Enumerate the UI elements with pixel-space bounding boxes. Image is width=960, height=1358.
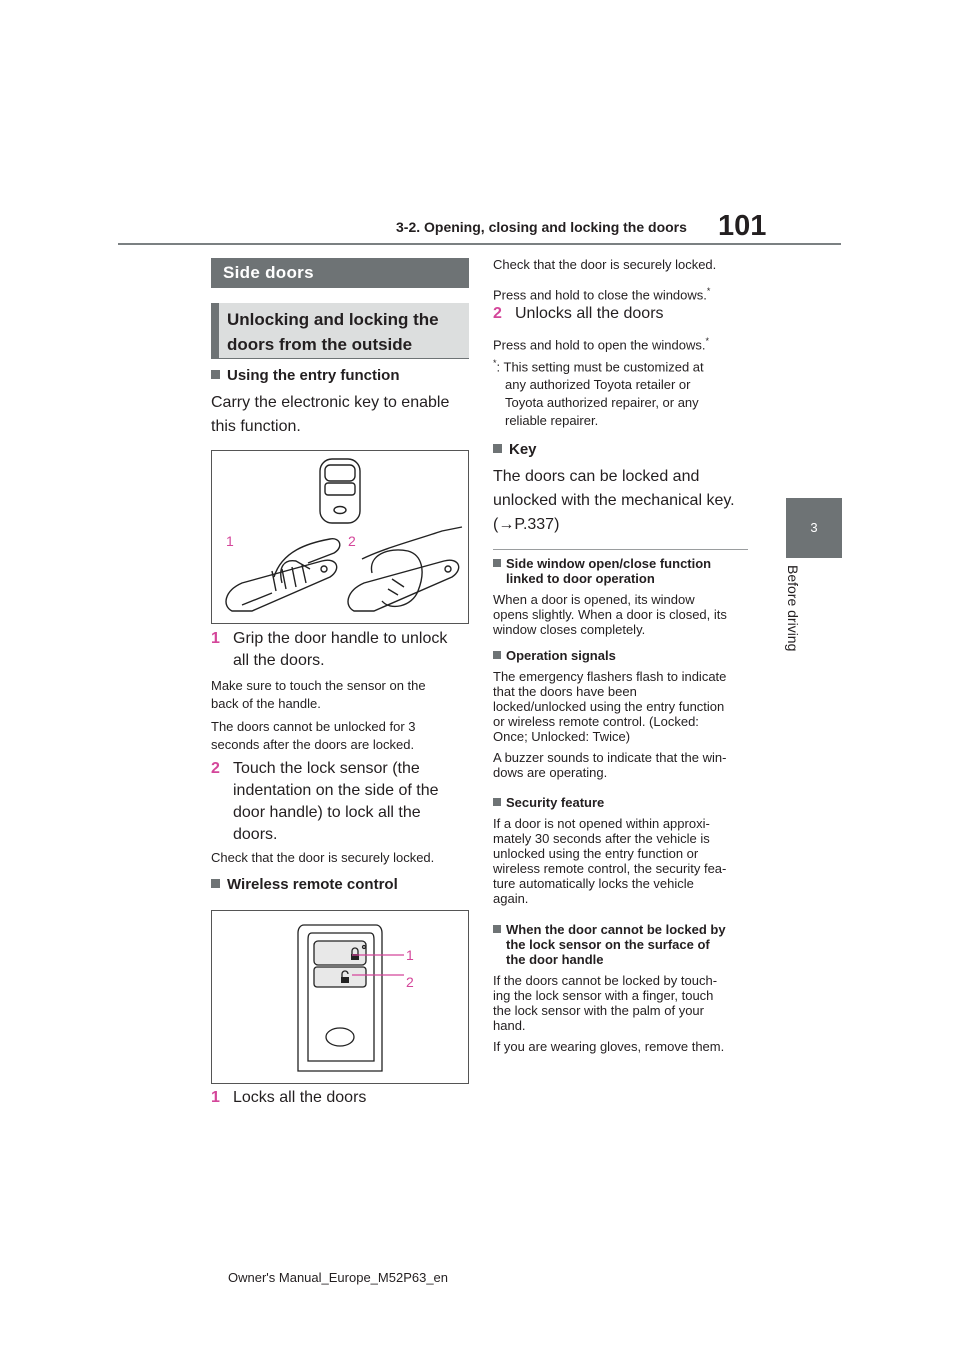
- square-bullet-icon: [493, 925, 501, 933]
- key-heading-text: Key: [509, 441, 537, 458]
- note-line: wireless remote control, the security fea-: [493, 861, 727, 876]
- hold-open: [493, 332, 709, 354]
- step-1-note-2: [211, 718, 416, 754]
- chapter-tab: 3: [786, 498, 842, 558]
- step-1-note-1-line1: Make sure to touch the sensor on the: [211, 678, 426, 693]
- running-header: 3-2. Opening, closing and locking the doors: [396, 219, 687, 235]
- step-2-number: 2: [211, 760, 220, 777]
- entry-intro-line2: this function.: [211, 418, 301, 435]
- callout-1: 1: [226, 533, 234, 549]
- square-bullet-icon: [493, 559, 501, 567]
- remote-heading-text: Wireless remote control: [227, 876, 398, 893]
- remote-illustration: [212, 911, 468, 1083]
- note-body: [493, 669, 753, 744]
- note-line: ing the lock sensor with a finger, touch: [493, 988, 714, 1003]
- note-body-2: [493, 750, 753, 780]
- step-2-line3: door handle) to lock all the: [233, 804, 421, 821]
- note-line: locked/unlocked using the entry function: [493, 699, 725, 714]
- note-line: Once; Unlocked: Twice): [493, 729, 631, 744]
- remote-heading: [211, 876, 398, 893]
- remote-step-1-text: Locks all the doors: [233, 1089, 367, 1106]
- footnote-mark: *: [493, 358, 497, 368]
- step-1-number: 1: [211, 630, 220, 647]
- note-heading-line3: the door handle: [506, 952, 604, 967]
- door-handle-illustration: [212, 451, 468, 623]
- note-line: that the doors have been: [493, 684, 637, 699]
- check-locked: Check that the door is securely locked.: [493, 257, 717, 272]
- note-heading-line1: When the door cannot be locked by: [506, 922, 726, 937]
- callout-1: 1: [406, 947, 414, 963]
- remote-step-2: [493, 303, 502, 325]
- step-2-line1: Touch the lock sensor (the: [233, 760, 420, 777]
- callout-2: 2: [406, 974, 414, 990]
- note-side-window: [493, 556, 753, 637]
- section-title: Side doors: [211, 258, 469, 288]
- note-line: The emergency flashers flash to indicate: [493, 669, 727, 684]
- step-1-note-1: [211, 677, 426, 713]
- footnote-line4: reliable repairer.: [505, 413, 599, 429]
- note-line: If a door is not opened within approxi-: [493, 816, 710, 831]
- note-line: hand.: [493, 1018, 526, 1033]
- square-bullet-icon: [493, 798, 501, 806]
- notes-rule: [493, 549, 748, 550]
- square-bullet-icon: [493, 651, 501, 659]
- note-heading: [493, 648, 753, 663]
- square-bullet-icon: [211, 879, 220, 888]
- entry-intro-line1: Carry the electronic key to enable: [211, 394, 450, 411]
- remote-step-1: [211, 1087, 220, 1109]
- remote-figure: [211, 910, 469, 1084]
- square-bullet-icon: [493, 444, 502, 453]
- subsection-title-line2: doors from the outside: [227, 335, 413, 354]
- note-line: If you are wearing gloves, remove them.: [493, 1039, 725, 1054]
- remote-step-2-number: 2: [493, 305, 502, 322]
- door-handle-left-icon: [226, 539, 340, 611]
- note-line: A buzzer sounds to indicate that the win-: [493, 750, 727, 765]
- key-line1: The doors can be locked and: [493, 468, 700, 485]
- chapter-label-text: Before driving: [785, 565, 801, 652]
- note-heading-line2: linked to door operation: [506, 571, 655, 586]
- step-2: [211, 758, 220, 780]
- subsection-title-line1: Unlocking and locking the: [227, 310, 439, 329]
- hold-open-text: Press and hold to open the windows.: [493, 337, 706, 353]
- step-1-text: [233, 628, 447, 672]
- note-body: [493, 816, 753, 906]
- note-line: ture automatically locks the vehicle: [493, 876, 694, 891]
- remote-step-2-text: Unlocks all the doors: [515, 305, 664, 322]
- note-line: If the doors cannot be locked by touch-: [493, 973, 718, 988]
- remote-step-1-number: 1: [211, 1089, 220, 1106]
- note-body: [493, 592, 753, 637]
- step-1-line2: all the doors.: [233, 652, 325, 669]
- note-line: When a door is opened, its window: [493, 592, 695, 607]
- step-2-line4: doors.: [233, 826, 278, 843]
- note-line: the lock sensor with the palm of your: [493, 1003, 704, 1018]
- remote-key-icon: [298, 925, 382, 1071]
- note-body: [493, 973, 753, 1033]
- step-2-text: [233, 758, 439, 846]
- step-1-note-1-line2: back of the handle.: [211, 696, 321, 711]
- door-handle-right-icon: [348, 527, 462, 611]
- note-body-2: [493, 1039, 753, 1054]
- note-heading-line2: the lock sensor on the surface of: [506, 937, 710, 952]
- note-line: opens slightly. When a door is closed, its: [493, 607, 727, 622]
- step-1-line1: Grip the door handle to unlock: [233, 630, 448, 647]
- note-line: again.: [493, 891, 529, 906]
- note-line: window closes completely.: [493, 622, 646, 637]
- note-line: or wireless remote control. (Locked:: [493, 714, 699, 729]
- note-line: unlocked using the entry function or: [493, 846, 699, 861]
- step-2-line2: indentation on the side of the: [233, 782, 439, 799]
- key-fob-icon: [320, 459, 360, 523]
- note-line: dows are operating.: [493, 765, 608, 780]
- note-security-feature: [493, 795, 753, 906]
- entry-intro: [211, 391, 449, 439]
- square-bullet-icon: [211, 370, 220, 379]
- callout-2: 2: [348, 533, 356, 549]
- header-rule: [118, 243, 841, 245]
- note-heading: [493, 556, 753, 586]
- door-handle-figure: [211, 450, 469, 624]
- note-heading: [493, 922, 753, 967]
- step-1-note-2-line1: The doors cannot be unlocked for 3: [211, 719, 416, 734]
- footnote-line3: Toyota authorized repairer, or any: [505, 395, 699, 411]
- key-page-link[interactable]: (→P.337): [493, 516, 560, 533]
- key-heading: [493, 441, 537, 458]
- note-heading: [493, 795, 753, 810]
- manual-footer: Owner's Manual_Europe_M52P63_en: [228, 1270, 449, 1285]
- subsection-title: [211, 303, 469, 359]
- page-number: 101: [718, 210, 767, 242]
- note-heading-line1: Side window open/close function: [506, 556, 712, 571]
- note-heading-line1: Security feature: [506, 795, 605, 810]
- entry-heading-text: Using the entry function: [227, 367, 400, 384]
- step-1: [211, 628, 220, 650]
- asterisk: *: [706, 286, 711, 296]
- note-line: mately 30 seconds after the vehicle is: [493, 831, 710, 846]
- asterisk: *: [705, 336, 709, 346]
- entry-heading: [211, 367, 400, 384]
- note-operation-signals: [493, 648, 753, 780]
- footnote: [493, 354, 704, 430]
- hold-close: [493, 282, 710, 304]
- note-lock-sensor: [493, 922, 753, 1054]
- footnote-line1: : This setting must be customized at: [496, 359, 704, 375]
- hold-close-text: Press and hold to close the windows.: [493, 287, 707, 303]
- footnote-line2: any authorized Toyota retailer or: [505, 377, 691, 393]
- key-line2: unlocked with the mechanical key.: [493, 492, 735, 509]
- note-heading-line1: Operation signals: [506, 648, 616, 663]
- step-2-note: Check that the door is securely locked.: [211, 850, 435, 865]
- key-body: [493, 465, 735, 537]
- subsection-rule: [211, 358, 469, 359]
- chapter-label: [785, 565, 801, 675]
- step-1-note-2-line2: seconds after the doors are locked.: [211, 737, 415, 752]
